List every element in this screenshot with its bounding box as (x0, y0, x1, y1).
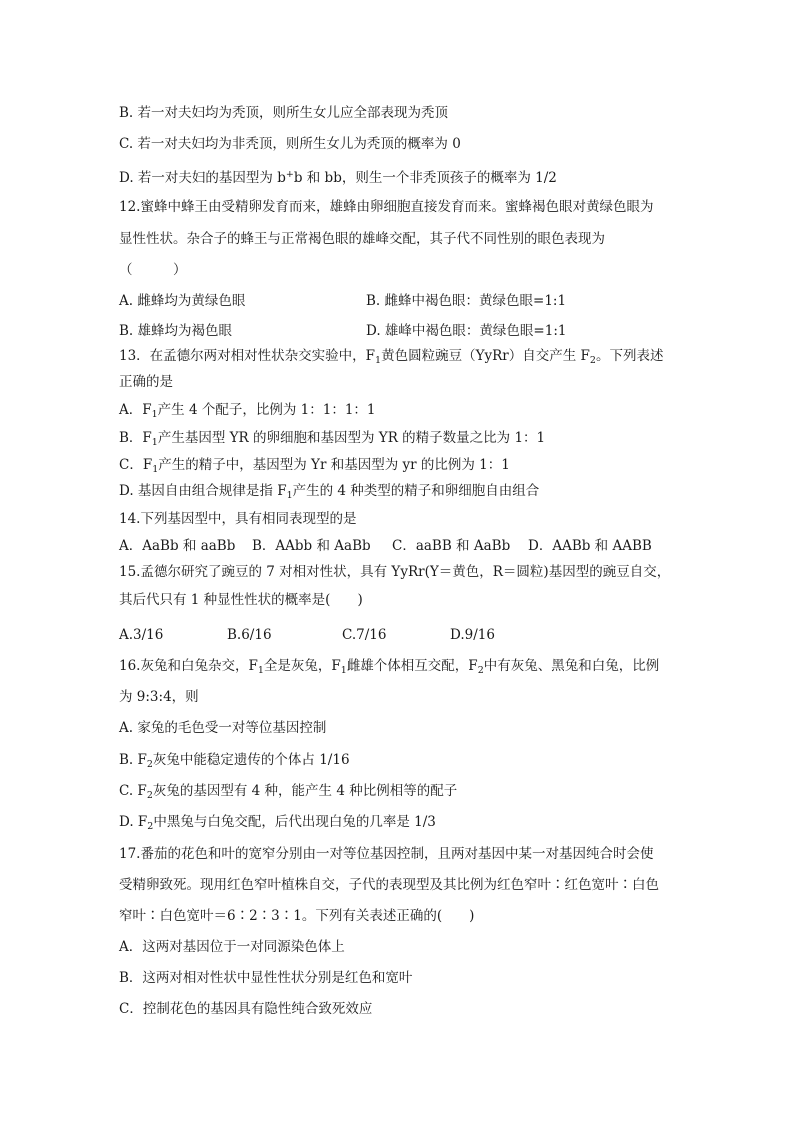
q12-option-c: B. 雄蜂均为褐色眼 (119, 323, 233, 339)
question-13-line-2: 正确的是 (119, 374, 173, 390)
q14-option-d: D．AABb 和 AABB (528, 538, 652, 554)
option-d-prev: D. 若一对夫妇的基因型为 b+b 和 bb，则生一个非秃顶孩子的概率为 1/2 (119, 169, 557, 186)
q15-options-row (119, 626, 495, 644)
option-c-prev: C. 若一对夫妇均为非秃顶，则所生女儿为秃顶的概率为 0 (119, 136, 461, 152)
q13-option-b: B．$F_1$产生基因型 YR 的卵细胞和基因型为 YR 的精子数量之比为 1：1 (119, 430, 546, 448)
q16-option-b: B. $F_2$灰兔中能稳定遗传的个体占 1/16 (119, 752, 350, 770)
q12-option-b: B. 雌蜂中褐色眼：黄绿色眼=1:1 (366, 293, 567, 309)
q16-option-d: D. $F_2$中黑兔与白兔交配，后代出现白兔的几率是 1/3 (119, 814, 436, 832)
q15-option-a: A.3/16 (119, 627, 164, 643)
option-b-prev: B. 若一对夫妇均为秃顶，则所生女儿应全部表现为秃顶 (119, 105, 449, 121)
question-16-line-2: 为 9:3:4，则 (119, 689, 199, 705)
question-17-line-3: 窄叶∶白色宽叶＝6∶2∶3∶1。下列有关表述正确的( ) (119, 908, 475, 924)
q13-option-c: C．$F_1$产生的精子中，基因型为 Yr 和基因型为 yr 的比例为 1：1 (119, 457, 510, 475)
question-15-line-2: 其后代只有 1 种显性性状的概率是( ) (119, 592, 363, 608)
q16-option-c: C. $F_2$灰兔的基因型有 4 种，能产生 4 种比例相等的配子 (119, 783, 458, 801)
q16-option-a: A. 家兔的毛色受一对等位基因控制 (119, 720, 327, 736)
q17-option-a: A．这两对基因位于一对同源染色体上 (119, 939, 345, 955)
q17-option-b: B．这两对相对性状中显性性状分别是红色和宽叶 (119, 970, 413, 986)
q13-option-d: D. 基因自由组合规律是指 $F_1$产生的 4 种类型的精子和卵细胞自由组合 (119, 483, 540, 501)
q14-option-a: A．AaBb 和 aaBb (119, 538, 236, 554)
question-12-line-3: （ ） (119, 262, 187, 278)
q14-options-row (119, 537, 652, 555)
q17-option-c: C．控制花色的基因具有隐性纯合致死效应 (119, 1001, 373, 1017)
q12-option-d: D. 雄峰中褐色眼：黄绿色眼=1:1 (366, 323, 567, 339)
question-14-line-1: 14.下列基因型中，具有相同表现型的是 (119, 511, 357, 527)
q12-option-a: A. 雌蜂均为黄绿色眼 (119, 293, 246, 309)
q13-option-a: A．$F_1$产生 4 个配子，比例为 1：1：1：1 (119, 402, 376, 420)
question-12-line-1: 12.蜜蜂中蜂王由受精卵发育而来，雄蜂由卵细胞直接发育而来。蜜蜂褐色眼对黄绿色眼为 (119, 199, 654, 215)
q14-option-c: C．aaBB 和 AaBb (392, 538, 511, 554)
question-15-line-1: 15.孟德尔研究了豌豆的 7 对相对性状，具有 YyRr(Y＝黄色，R＝圆粒)基因型的豌豆自交， (119, 564, 671, 580)
question-12-line-2: 显性性状。杂合子的蜂王与正常褐色眼的雄峰交配，其子代不同性别的眼色表现为 (119, 231, 605, 247)
question-17-line-2: 受精卵致死。现用红色窄叶植株自交，子代的表现型及其比例为红色窄叶∶红色宽叶∶白色 (119, 877, 659, 893)
q14-option-b: B．AAbb 和 AaBb (252, 538, 371, 554)
q15-option-c: C.7/16 (342, 627, 387, 643)
q15-option-d: D.9/16 (450, 627, 495, 643)
question-16-line-1: 16.灰兔和白兔杂交，$F_1$全是灰兔，$F_1$雌雄个体相互交配，$F_2$中有灰兔、黑兔和白兔，比例 (119, 658, 660, 676)
question-13-line-1: 13．在孟德尔两对相对性状杂交实验中，$F_1$黄色圆粒豌豆（YyRr）自交产生 $F_2$。下列表述 (119, 348, 664, 366)
q15-option-b: B.6/16 (227, 627, 272, 643)
question-17-line-1: 17.番茄的花色和叶的宽窄分别由一对等位基因控制，且两对基因中某一对基因纯合时会使 (119, 846, 654, 862)
